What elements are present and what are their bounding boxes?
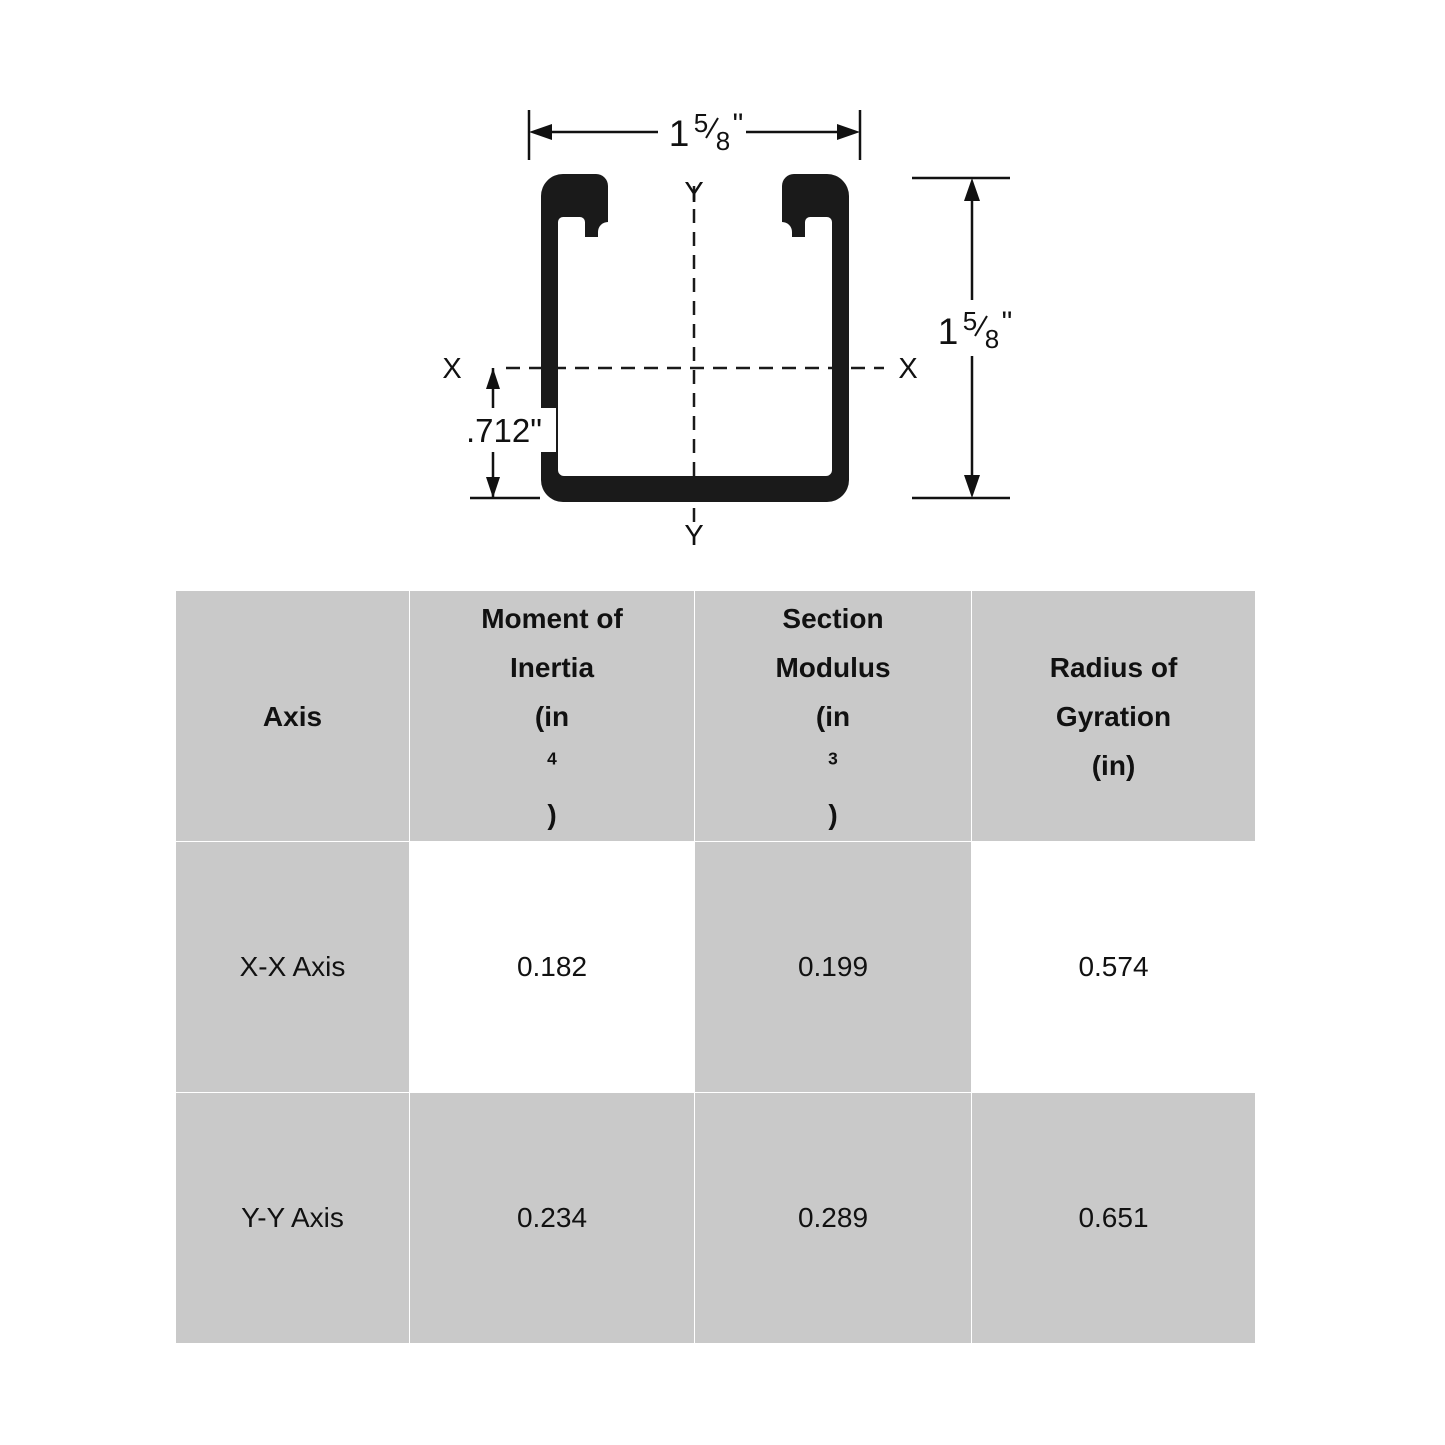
table-row (176, 1093, 1256, 1344)
width-whole-number: 1 (668, 113, 690, 154)
header-sm-unit-exponent: 3 (828, 748, 838, 769)
row-xx-axis-label: X-X Axis (176, 842, 410, 1093)
header-moi-line1: Moment of (481, 602, 623, 634)
table-header-row (176, 591, 1256, 842)
centroid-depth-dimension (452, 368, 556, 498)
header-sm-line1: Section (782, 602, 884, 634)
header-moi-line2: Inertia (509, 651, 595, 683)
axis-label-x-left: X (442, 353, 462, 385)
width-fraction-denominator: 8 (715, 126, 731, 156)
row-xx-radius-of-gyration: 0.574 (972, 842, 1256, 1093)
header-sm-units (695, 692, 971, 839)
cross-section-drawing (0, 0, 1445, 580)
header-sm-unit-open: (in (815, 700, 851, 732)
header-section-modulus (695, 591, 972, 842)
width-unit: " (732, 108, 744, 141)
header-rog-line1: Radius of (1049, 651, 1178, 683)
row-xx-moment-of-inertia: 0.182 (410, 842, 695, 1093)
header-rog-line2: Gyration (1055, 700, 1172, 732)
section-properties-table (175, 590, 1256, 1344)
table-row (176, 842, 1256, 1093)
header-axis (176, 591, 410, 842)
header-radius-of-gyration (972, 591, 1256, 842)
header-moi-units (410, 692, 694, 839)
width-dimension (529, 106, 860, 160)
header-moi-unit-close: ) (547, 798, 557, 830)
axis-label-y-top: Y (684, 177, 704, 209)
row-yy-moment-of-inertia: 0.234 (410, 1093, 695, 1344)
header-axis-label: Axis (262, 700, 323, 732)
height-whole-number: 1 (937, 311, 959, 352)
row-yy-axis-label: Y-Y Axis (176, 1093, 410, 1344)
width-fraction-numerator: 5 (693, 108, 709, 138)
centroid-depth-label: .712" (466, 412, 542, 449)
height-fraction-denominator: 8 (984, 324, 1000, 354)
header-moment-of-inertia (410, 591, 695, 842)
row-yy-section-modulus: 0.289 (695, 1093, 972, 1344)
height-fraction-numerator: 5 (962, 306, 978, 336)
height-dimension (912, 178, 1020, 498)
row-yy-radius-of-gyration: 0.651 (972, 1093, 1256, 1344)
cross-section-diagram (0, 0, 1445, 580)
row-xx-section-modulus: 0.199 (695, 842, 972, 1093)
header-sm-line2: Modulus (775, 651, 891, 683)
header-rog-units: (in) (1091, 749, 1136, 781)
height-unit: " (1001, 306, 1013, 339)
header-moi-unit-open: (in (534, 700, 570, 732)
axis-label-x-right: X (898, 353, 918, 385)
header-sm-unit-close: ) (828, 798, 838, 830)
axis-label-y-bottom: Y (684, 520, 704, 552)
header-moi-unit-exponent: 4 (547, 748, 557, 769)
